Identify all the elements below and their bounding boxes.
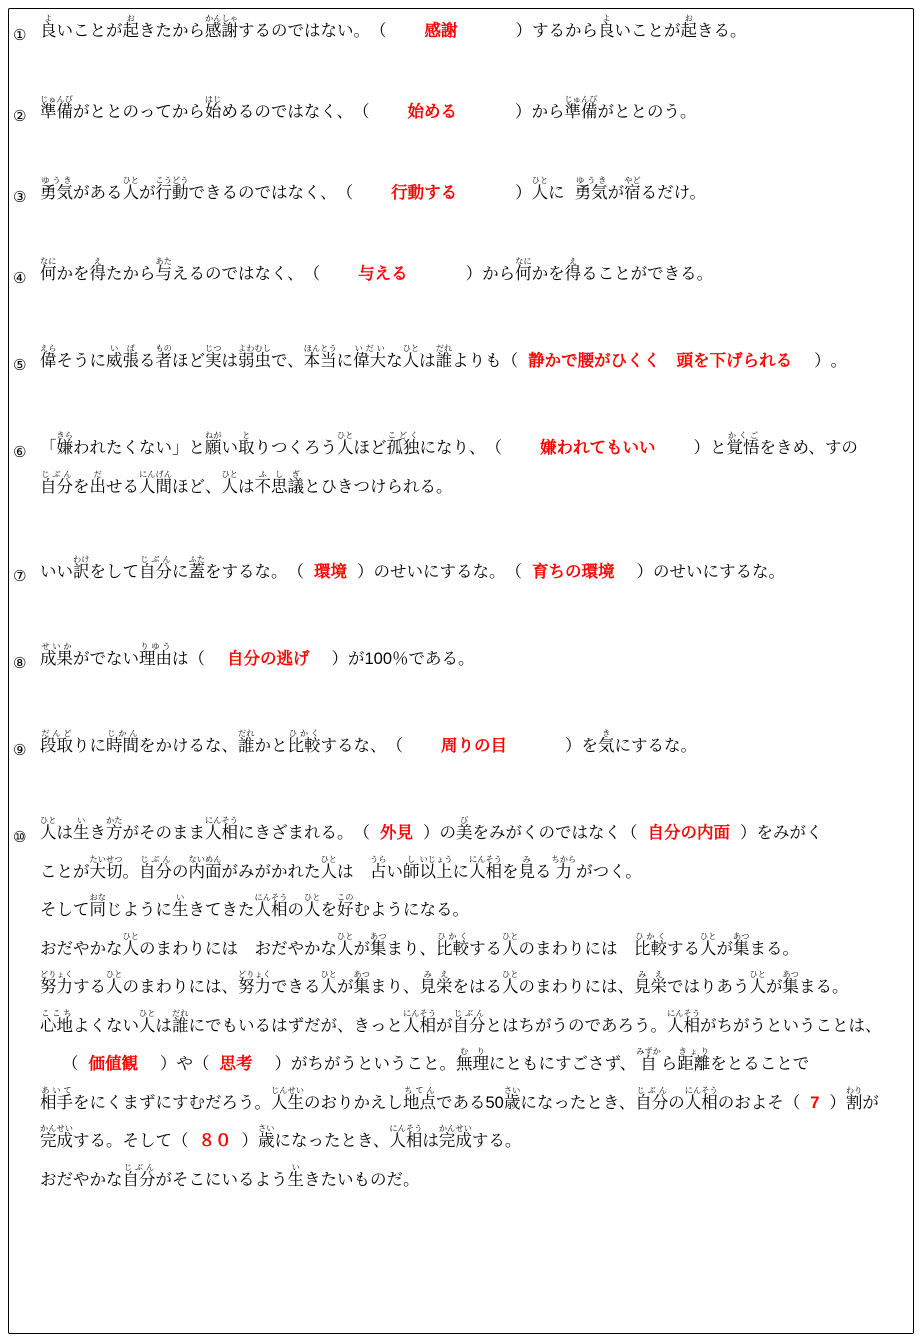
ruby-term: 人ひと xyxy=(320,970,337,996)
ruby-term: 人ひと xyxy=(122,176,139,202)
ruby-term: 良よ xyxy=(598,14,615,40)
ruby-term: 努力どりょく xyxy=(238,970,271,996)
ruby-term: 相手あいて xyxy=(40,1085,73,1112)
answer-10f: ８０ xyxy=(198,1132,232,1150)
ruby-term: 得え xyxy=(89,257,106,283)
question-text-10-line7: （ 価値観 ）や（ 思考 ）がちがうということ。無理むりにともにすごさず、自みずから距離きょりをとることで xyxy=(62,1047,810,1073)
ruby-term: 人生じんせい xyxy=(271,1085,304,1112)
ruby-term: 完成かんせい xyxy=(438,1124,472,1150)
answer-4: 与える xyxy=(358,265,408,283)
ruby-term: 取と xyxy=(238,431,255,457)
question-row-7 xyxy=(10,555,896,584)
question-row-4 xyxy=(10,257,896,286)
ruby-term: 人ひと xyxy=(304,893,321,919)
ruby-term: 者もの xyxy=(155,344,172,370)
ruby-term: 誰だれ xyxy=(172,1008,189,1035)
ruby-term: 誰だれ xyxy=(435,344,453,370)
answer-3: 行動する xyxy=(391,184,458,202)
question-number-1: ① xyxy=(13,27,27,44)
ruby-term: 偉大いだい xyxy=(353,344,387,370)
ruby-term: 得え xyxy=(564,257,582,283)
ruby-term: 人相にんそう xyxy=(667,1008,700,1035)
question-text-2: 準備じゅんびがととのってから始はじめるのではなく、（ 始める ）から準備じゅんびがととのう。 xyxy=(40,95,697,121)
question-row-10 xyxy=(10,816,896,1190)
question-number-10: ⑩ xyxy=(13,829,27,846)
ruby-term: 人ひと xyxy=(337,931,354,958)
question-body-1 xyxy=(40,14,896,42)
ruby-term: 自分じぶん xyxy=(122,1162,156,1189)
ruby-term: 何なに xyxy=(40,257,57,283)
question-text-10-line5: 努力どりょくする人ひとのまわりには、努力どりょくできる人ひとが集あつまり、見栄みえをはる人ひとのまわりには、見栄みえではりあう人ひとが集あつまる。 xyxy=(40,970,849,996)
ruby-term: 孤独こどく xyxy=(386,431,420,457)
ruby-term: 好この xyxy=(337,893,354,919)
ruby-term: 蓋ふた xyxy=(188,555,205,581)
ruby-term: 人ひと xyxy=(502,970,519,996)
ruby-term: 人ひと xyxy=(221,469,238,496)
answer-6: 嫌われてもいい xyxy=(540,439,656,457)
ruby-term: 生い xyxy=(287,1162,304,1189)
ruby-term: 段取だんど xyxy=(40,729,73,755)
question-body-9 xyxy=(40,729,896,757)
ruby-term: 大切たいせつ xyxy=(89,854,123,881)
answer-7b: 育ちの環境 xyxy=(532,563,615,581)
ruby-term: 集あつ xyxy=(782,970,799,996)
ruby-term: 歳さい xyxy=(258,1124,275,1150)
ruby-term: 方かた xyxy=(106,816,123,842)
question-body-4 xyxy=(40,257,896,285)
ruby-term: 生い xyxy=(73,816,90,842)
ruby-term: 人ひと xyxy=(139,1008,156,1035)
question-row-2 xyxy=(10,95,896,124)
answer-7a: 環境 xyxy=(314,563,347,581)
answer-9: 周りの目 xyxy=(441,737,507,755)
question-row-9 xyxy=(10,729,896,758)
answer-10a: 外見 xyxy=(380,824,413,842)
question-number-8: ⑧ xyxy=(13,655,27,672)
ruby-term: 訳わけ xyxy=(73,555,90,581)
question-row-1 xyxy=(10,14,896,43)
ruby-term: 美び xyxy=(456,816,473,842)
ruby-term: 人ひと xyxy=(40,816,57,842)
ruby-term: 覚悟かくご xyxy=(726,431,760,457)
answer-10c: 価値観 xyxy=(88,1055,138,1073)
ruby-term: 人相にんそう xyxy=(469,854,502,881)
ruby-term: 割わり xyxy=(845,1085,863,1112)
question-text-10-line8: 相手あいてをにくまずにすむだろう。人生じんせいのおりかえし地点ちてんである50歳さいになったとき、自分じぶんの人相にんそうのおよそ（ 7 ）割わりが xyxy=(40,1085,879,1112)
ruby-term: 起お xyxy=(680,14,697,40)
question-text-7: いい訳わけをして自分じぶんに蓋ふたをするな。（ 環境 ）のせいにするな。（ 育ちの環境 ）のせいにするな。 xyxy=(40,555,785,581)
answer-2: 始める xyxy=(407,103,458,121)
question-number-3: ③ xyxy=(13,189,27,206)
answer-5: 静かで腰がひくく 頭を下げられる xyxy=(528,352,793,370)
ruby-term: 同おな xyxy=(89,893,106,919)
ruby-term: 良よ xyxy=(40,14,57,40)
ruby-term: 集あつ xyxy=(733,931,750,958)
ruby-term: 努力どりょく xyxy=(40,970,73,996)
question-text-10-line9: 完成かんせいする。そして（ ８０ ）歳さいになったとき、人相にんそうは完成かんせいする。 xyxy=(40,1124,522,1150)
ruby-term: 始はじ xyxy=(204,95,222,121)
question-row-3 xyxy=(10,176,896,205)
question-text-3: 勇気ゆうきがある人ひとが行動こうどうできるのではなく、（ 行動する ）人ひとに 勇気ゆうきが宿やどるだけ。 xyxy=(40,176,707,202)
ruby-term: 出だ xyxy=(89,469,106,496)
ruby-term: 偉えら xyxy=(40,344,57,370)
ruby-term: 見み xyxy=(518,854,535,881)
answer-8: 自分の逃げ xyxy=(227,650,310,668)
answer-10b: 自分の内面 xyxy=(647,824,730,842)
ruby-term: 不思議ふしぎ xyxy=(254,469,304,496)
ruby-term: 見栄みえ xyxy=(634,970,667,996)
ruby-term: 人ひと xyxy=(502,931,519,958)
question-row-5 xyxy=(10,344,896,373)
ruby-term: 自分じぶん xyxy=(40,469,73,496)
ruby-term: 弱虫よわむし xyxy=(238,344,271,370)
ruby-term: 自分じぶん xyxy=(139,854,172,881)
ruby-term: 人ひと xyxy=(320,854,337,881)
ruby-term: 自分じぶん xyxy=(139,555,172,581)
ruby-term: 人相にんそう xyxy=(389,1124,423,1150)
question-text-6: 「嫌きらわれたくない」と願ねがい取とりつくろう人ひとほど孤独こどくになり、（ 嫌われてもいい ）と覚悟かくごをきめ、すの xyxy=(40,431,858,457)
ruby-term: 師し xyxy=(403,854,420,881)
ruby-term: 人相にんそう xyxy=(205,816,238,842)
question-body-10 xyxy=(40,816,896,1190)
ruby-term: 威張いば xyxy=(106,344,139,370)
ruby-term: 自分じぶん xyxy=(635,1085,669,1112)
ruby-term: 人ひと xyxy=(106,970,123,996)
question-body-7 xyxy=(40,555,896,583)
question-number-6: ⑥ xyxy=(13,444,27,461)
ruby-term: 距離きょり xyxy=(677,1047,711,1073)
question-text-10-line1: 人ひとは生いき方かたがそのまま人相にんそうにきざまれる。（ 外見 ）の美びをみがくのではなく（ 自分の内面 ）をみがく xyxy=(40,816,823,842)
ruby-term: 本当ほんとう xyxy=(303,344,337,370)
ruby-term: 何なに xyxy=(515,257,532,283)
ruby-term: 人間にんげん xyxy=(139,469,172,496)
ruby-term: 時間じかん xyxy=(106,729,139,755)
question-text-9: 段取だんどりに時間じかんをかけるな、誰だれかと比較ひかくするな、（ 周りの目 ）を気きにするな。 xyxy=(40,729,697,755)
ruby-term: 人ひと xyxy=(749,970,766,996)
ruby-term: 人ひと xyxy=(402,344,420,370)
ruby-term: 力ちから xyxy=(551,854,577,881)
question-number-5: ⑤ xyxy=(13,357,27,374)
ruby-term: 起お xyxy=(122,14,139,40)
ruby-term: 自分じぶん xyxy=(452,1008,486,1035)
ruby-term: 実じつ xyxy=(205,344,222,370)
ruby-term: 願ねが xyxy=(205,431,222,457)
ruby-term: 比較ひかく xyxy=(634,931,667,958)
ruby-term: 集あつ xyxy=(370,931,387,958)
question-text-6-line2: 自分じぶんを出だせる人間にんげんほど、人ひとは不思議ふしぎとひきつけられる。 xyxy=(40,469,453,496)
ruby-term: 宿やど xyxy=(624,176,641,202)
ruby-term: 誰だれ xyxy=(238,729,255,755)
question-text-1: 良よいことが起おきたから感謝かんしゃするのではない。（ 感謝 ）するから良よいことが起おきる。 xyxy=(40,14,747,40)
ruby-term: 人ひと xyxy=(700,931,717,958)
question-text-10-line6: 心地ここちよくない人ひとは誰だれにでもいるはずだが、きっと人相にんそうが自分じぶんとはちがうのであろう。人相にんそうがちがうということは、 xyxy=(40,1008,882,1035)
answer-10e: 7 xyxy=(810,1093,820,1112)
ruby-term: 理由りゆう xyxy=(139,642,172,668)
ruby-term: 歳さい xyxy=(503,1085,521,1112)
ruby-term: 生い xyxy=(172,893,189,919)
ruby-term: 気き xyxy=(598,729,615,755)
question-text-10-line3: そして同おなじように生いきてきた人相にんそうの人ひとを好このむようになる。 xyxy=(40,893,469,919)
ruby-term: 完成かんせい xyxy=(40,1124,73,1150)
ruby-term: 勇気ゆうき xyxy=(574,176,608,202)
question-body-5 xyxy=(40,344,896,372)
ruby-term: 人相にんそう xyxy=(254,893,288,919)
question-text-4: 何なにかを得えたから与あたえるのではなく、（ 与える ）から何なにかを得えることができる。 xyxy=(40,257,714,283)
ruby-term: 準備じゅんび xyxy=(564,95,598,121)
ruby-term: 地点ちてん xyxy=(403,1085,436,1112)
question-text-10-line2: ことが大切たいせつ。自分じぶんの内面ないめんがみがかれた人ひとは 占うらい師し以上いじょうに人相にんそうを見みる力ちからがつく。 xyxy=(40,854,642,881)
answer-10d: 思考 xyxy=(219,1055,253,1073)
ruby-term: 与あた xyxy=(155,257,172,283)
question-row-8 xyxy=(10,642,896,671)
ruby-term: 見栄みえ xyxy=(419,970,453,996)
ruby-term: 感謝かんしゃ xyxy=(205,14,238,40)
question-body-8 xyxy=(40,642,896,670)
ruby-term: 比較ひかく xyxy=(436,931,469,958)
ruby-term: 準備じゅんび xyxy=(40,95,73,121)
ruby-term: 占うら xyxy=(370,854,387,881)
ruby-term: 成果せいか xyxy=(40,642,73,668)
document-content xyxy=(10,14,896,1190)
question-text-5: 偉えらそうに威張いばる者ものほど実じつは弱虫よわむしで、本当ほんとうに偉大いだいな人ひとは誰だれよりも（ 静かで腰がひくく 頭を下げられる ）。 xyxy=(40,344,848,370)
ruby-term: 勇気ゆうき xyxy=(40,176,73,202)
ruby-term: 人ひと xyxy=(337,431,354,457)
question-body-3 xyxy=(40,176,896,204)
question-row-6 xyxy=(10,431,896,497)
ruby-term: 自みずか xyxy=(636,1047,661,1073)
answer-1: 感謝 xyxy=(424,22,458,40)
question-number-7: ⑦ xyxy=(13,568,27,585)
question-body-2 xyxy=(40,95,896,123)
ruby-term: 行動こうどう xyxy=(155,176,189,202)
question-number-9: ⑨ xyxy=(13,742,27,759)
ruby-term: 心地ここち xyxy=(40,1008,73,1035)
ruby-term: 比較ひかく xyxy=(287,729,321,755)
ruby-term: 人相にんそう xyxy=(684,1085,718,1112)
ruby-term: 人ひと xyxy=(122,931,139,958)
question-number-2: ② xyxy=(13,108,27,125)
ruby-term: 人ひと xyxy=(531,176,549,202)
ruby-term: 以上いじょう xyxy=(419,854,453,881)
ruby-term: 内面ないめん xyxy=(188,854,222,881)
ruby-term: 無理むり xyxy=(456,1047,489,1073)
question-text-8: 成果せいかがでない理由りゆうは（ 自分の逃げ ）が100％である。 xyxy=(40,642,475,668)
ruby-term: 嫌きら xyxy=(56,431,73,457)
question-text-10-line4: おだやかな人ひとのまわりには おだやかな人ひとが集あつまり、比較ひかくする人ひとのまわりには 比較ひかくする人ひとが集あつまる。 xyxy=(40,931,799,958)
ruby-term: 人相にんそう xyxy=(403,1008,436,1035)
question-body-6 xyxy=(40,431,896,497)
question-number-4: ④ xyxy=(13,270,27,287)
ruby-term: 集あつ xyxy=(353,970,370,996)
question-text-10-line10: おだやかな自分じぶんがそこにいるよう生いきたいものだ。 xyxy=(40,1162,420,1189)
